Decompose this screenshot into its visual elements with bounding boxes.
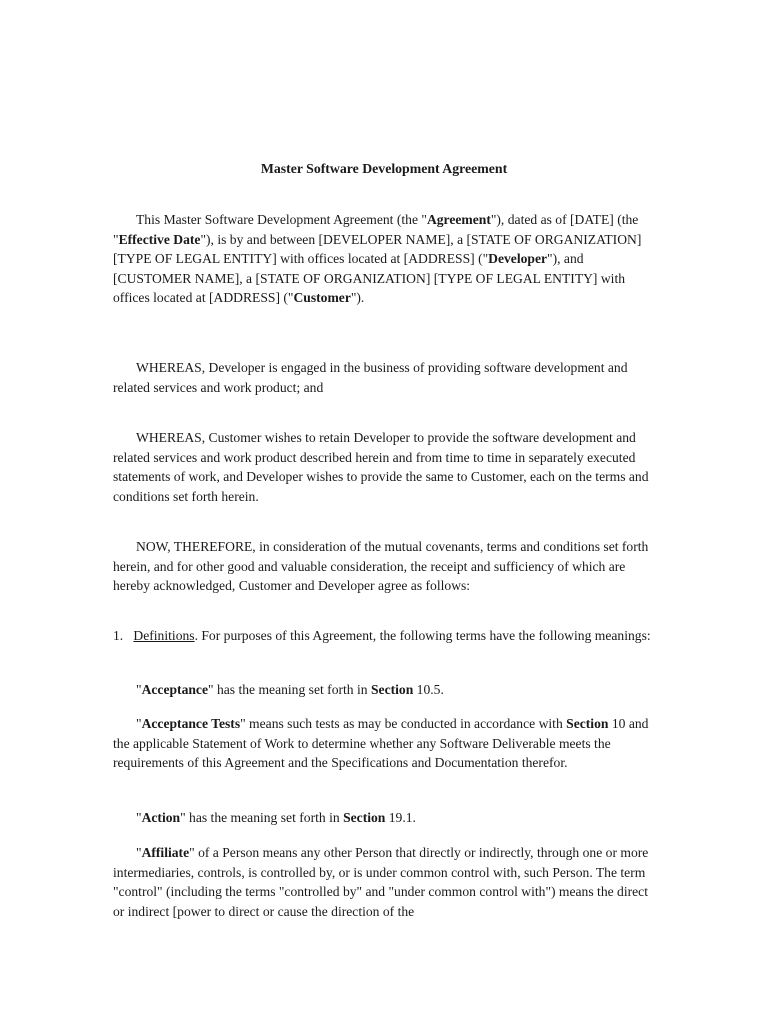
section-1-definitions: 1. Definitions. For purposes of this Agreement, the following terms have the following meanings: bbox=[113, 628, 651, 643]
definition-affiliate: "Affiliate" of a Person means any other Person that directly or indirectly, through one or more intermediaries, controls, is controlled by, or is under common control with, such Person. The term "control" (including the terms "controlled by" and "under common control with") means the direct or indirect [power to direct or cause the direction of the bbox=[113, 845, 649, 919]
term-affiliate: Affiliate bbox=[141, 845, 190, 860]
section-number: 1. bbox=[113, 628, 124, 643]
term-action: Action bbox=[141, 810, 181, 825]
whereas-paragraph-2: WHEREAS, Customer wishes to retain Developer to provide the software development and related services and work product described herein and from time to time in separately executed statements of work, and Developer wishes to provide the same to Customer, each on the terms and conditions set forth herein. bbox=[113, 430, 649, 504]
whereas-paragraph-1: WHEREAS, Developer is engaged in the business of providing software development and related services and work product; and bbox=[113, 360, 628, 395]
definition-acceptance-tests: "Acceptance Tests" means such tests as may be conducted in accordance with Section 10 and the applicable Statement of Work to determine whether any Software Deliverable meets the requirements of this Agreement and the Specifications and Documentation therefor. bbox=[113, 716, 649, 770]
term-acceptance: Acceptance bbox=[141, 682, 208, 697]
definition-action: "Action" has the meaning set forth in Section 19.1. bbox=[136, 810, 416, 825]
term-effective-date: Effective Date bbox=[118, 231, 201, 247]
intro-paragraph: This Master Software Development Agreement (the "Agreement"), dated as of [DATE] (the "Effective Date"), is by and between [DEVELOPER NAME], a [STATE OF ORGANIZATION] [TYPE OF LEGAL ENTITY] with offices located at [ADDRESS] ("Developer"), and [CUSTOMER NAME], a [STATE OF ORGANIZATION] [TYPE OF LEGAL ENTITY] with offices located at [ADDRESS] ("Customer"). bbox=[113, 212, 642, 305]
now-therefore-paragraph: NOW, THEREFORE, in consideration of the mutual covenants, terms and conditions set forth herein, and for other good and valuable consideration, the receipt and sufficiency of which are hereby acknowledged, Customer and Developer agree as follows: bbox=[113, 539, 649, 593]
term-developer: Developer bbox=[488, 251, 548, 266]
document-title: Master Software Development Agreement bbox=[260, 161, 508, 176]
term-agreement: Agreement bbox=[426, 212, 491, 227]
term-acceptance-tests: Acceptance Tests bbox=[141, 716, 241, 731]
section-heading: Definitions bbox=[133, 628, 195, 643]
term-customer: Customer bbox=[293, 290, 351, 305]
definition-acceptance: "Acceptance" has the meaning set forth in Section 10.5. bbox=[136, 682, 444, 697]
